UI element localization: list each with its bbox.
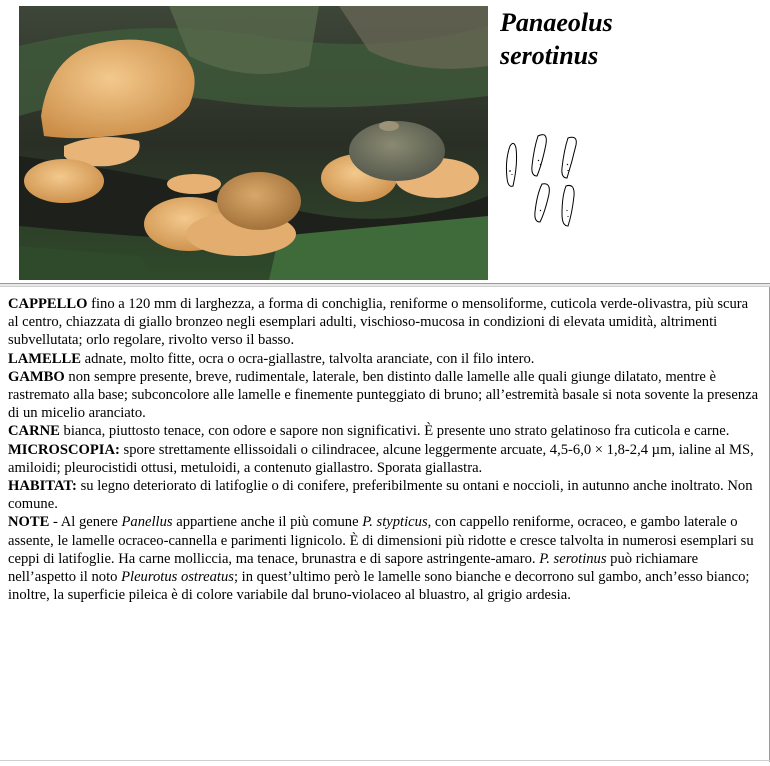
section-text: fino a 120 mm di larghezza, a forma di conchiglia, reniforme o mensoliforme, cuticola verde-olivastra, più scura al centro, chiazzata di giallo bronzeo negli esemplari adulti, vischioso-mucosa in condizioni di elevata umidità, altrimenti subvellutata; orlo regolare, rivolto verso il basso. [8,296,749,349]
section-microscopia [8,441,760,477]
note-text: , con cappello reniforme, ocraceo, e gambo laterale o assente, le lamelle ocraceo-cannella e parimenti lignicolo. È di dimensioni più ridotte e cresce talvolta in numerosi esemplari su ceppi di latifoglie. Ha carne molliccia, ma tenace, brunastra e di sapore astringente-amaro. [8,514,754,567]
section-text: spore strettamente ellissoidali o cilindracee, alcune leggermente arcuate, 4,5-6,0 × 1,8-2,4 µm, ialine al MS, amiloidi; pleurocistidi ottusi, metuloidi, a contenuto giallastro. Sporata giallastra. [8,441,754,476]
section-label: GAMBO [8,368,65,385]
section-label: MICROSCOPIA: [8,441,120,458]
section-text: su legno deteriorato di latifoglie o di conifere, preferibilmente su ontani e noccioli, in autunno anche inoltrato. Non comune. [8,478,753,513]
note-text: appartiene anche il più comune [172,514,363,531]
epithet-name: serotinus [500,41,599,70]
section-label: HABITAT: [8,478,77,495]
section-gambo [8,368,760,423]
section-label: NOTE [8,514,50,531]
note-taxon: Pleurotus ostreatus [121,569,234,586]
note-taxon: Panellus [121,514,173,531]
note-taxon: P. stypticus [362,514,428,531]
section-note [8,513,760,604]
section-text: non sempre presente, breve, rudimentale, laterale, ben distinto dalle lamelle alle quali giunge dilatato, mentre è rastremato alla base; subconcolore alle lamelle e finemente punteggiato di bruno; all’estremità basale si nota sovente la presenza di un micelio aranciato. [8,368,759,422]
genus-name: Panaeolus [500,8,613,37]
section-cappello [8,295,760,350]
frame-bottom-edge [0,760,770,761]
species-name [500,6,613,72]
note-text: ; in quest’ultimo però le lamelle sono bianche e decorrono sul gambo, anch’esso bianco; inoltre, la superficie pileica è di colore variabile dal bruno-violaceo al bluastro, al grigio ardesia. [8,569,750,604]
note-text: - Al genere [49,514,122,531]
description [8,295,760,604]
section-carne [8,422,760,440]
divider [0,283,770,287]
section-text: bianca, piuttosto tenace, con odore e sapore non significativi. È presente uno strato gelatinoso fra cuticola e carne. [59,423,730,440]
note-text: può richiamare nell’aspetto il noto [8,550,699,586]
mushroom-photo [19,6,488,280]
spore-illustration [502,130,592,228]
section-habitat [8,477,760,513]
section-label: CARNE [8,423,60,440]
section-lamelle [8,350,760,368]
section-text: adnate, molto fitte, ocra o ocra-giallastre, talvolta aranciate, con il filo intero. [80,350,535,367]
note-taxon: P. serotinus [539,550,607,567]
section-label: LAMELLE [8,350,81,367]
section-label: CAPPELLO [8,296,88,312]
